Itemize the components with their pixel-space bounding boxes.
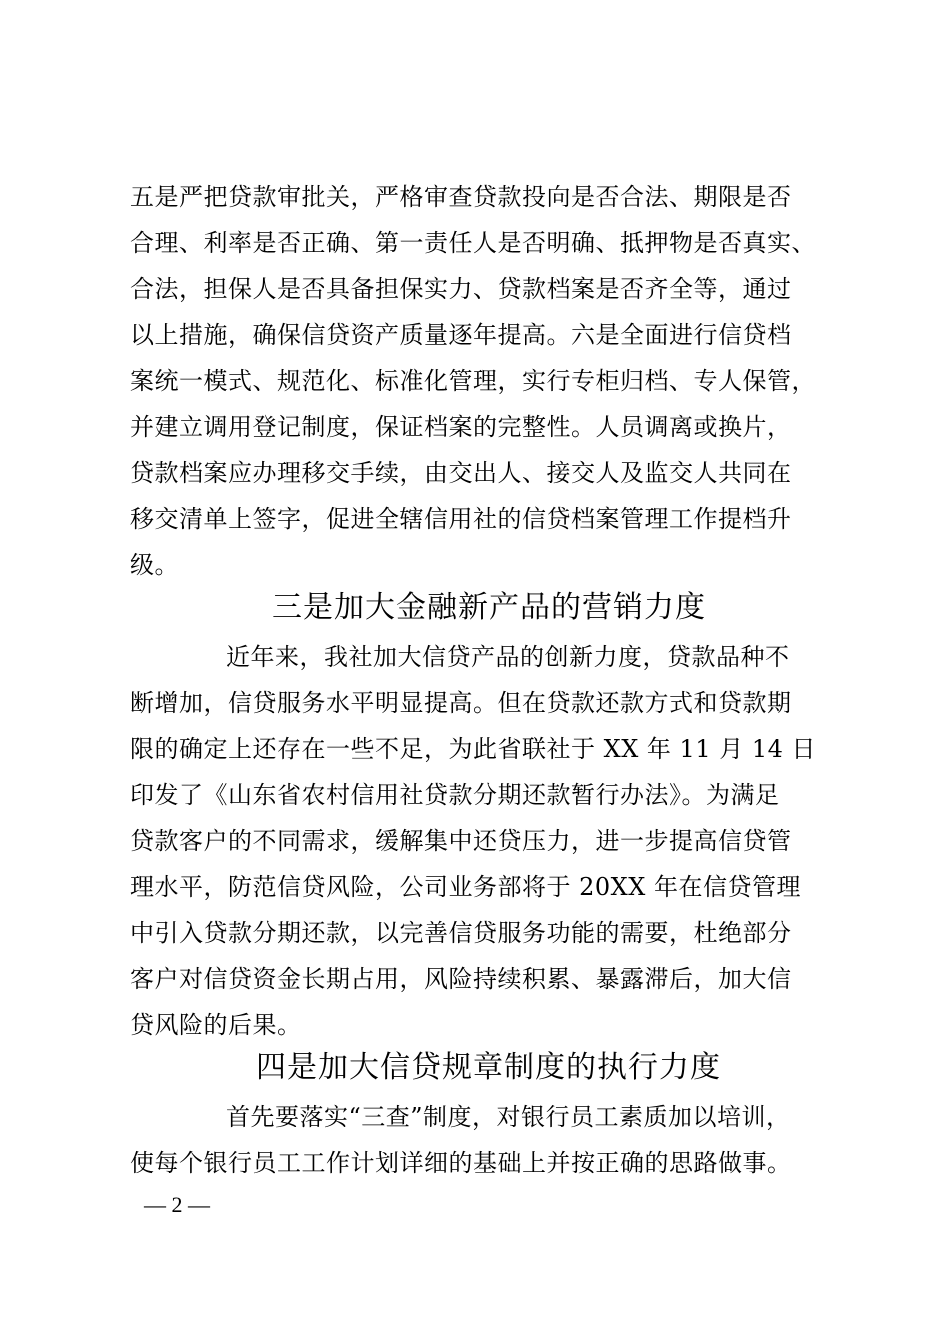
paragraph-line: 合法，担保人是否具备担保实力、贷款档案是否齐全等，通过 — [130, 275, 792, 303]
paragraph-line: 首先要落实“三查”制度，对银行员工素质加以培训， — [226, 1103, 791, 1131]
paragraph-line: 贷款档案应办理移交手续，由交出人、接交人及监交人共同在 — [130, 459, 792, 487]
page-number: — 2 — — [144, 1192, 210, 1217]
paragraph-line: 并建立调用登记制度，保证档案的完整性。人员调离或换片， — [130, 413, 792, 441]
paragraph-line: 断增加，信贷服务水平明显提高。但在贷款还款方式和贷款期 — [130, 689, 792, 717]
section-heading: 三是加大金融新产品的营销力度 — [272, 590, 706, 625]
paragraph-line: 贷风险的后果。 — [130, 1011, 302, 1039]
paragraph-line: 以上措施，确保信贷资产质量逐年提高。六是全面进行信贷档 — [130, 321, 792, 349]
paragraph-line: 案统一模式、规范化、标准化管理，实行专柜归档、专人保管， — [130, 367, 816, 395]
paragraph-line: 中引入贷款分期还款，以完善信贷服务功能的需要，杜绝部分 — [130, 919, 792, 947]
paragraph-line: 近年来，我社加大信贷产品的创新力度，贷款品种不 — [226, 643, 790, 671]
paragraph-line: 五是严把贷款审批关，严格审查贷款投向是否合法、期限是否 — [130, 183, 792, 211]
paragraph-line: 级。 — [130, 551, 179, 579]
paragraph-line: 合理、利率是否正确、第一责任人是否明确、抵押物是否真实、 — [130, 229, 816, 257]
section-heading: 四是加大信贷规章制度的执行力度 — [256, 1050, 721, 1085]
paragraph-line: 贷款客户的不同需求，缓解集中还贷压力，进一步提高信贷管 — [130, 827, 792, 855]
paragraph-line: 客户对信贷资金长期占用，风险持续积累、暴露滞后，加大信 — [130, 965, 792, 993]
paragraph-line: 使每个银行员工工作计划详细的基础上并按正确的思路做事。 — [130, 1149, 792, 1177]
paragraph-line: 理水平，防范信贷风险，公司业务部将于 20XX 年在信贷管理 — [130, 873, 801, 901]
paragraph-line: 限的确定上还存在一些不足，为此省联社于 XX 年 11 月 14 日 — [130, 735, 817, 763]
paragraph-line: 移交清单上签字，促进全辖信用社的信贷档案管理工作提档升 — [130, 505, 792, 533]
paragraph-line: 印发了《山东省农村信用社贷款分期还款暂行办法》。为满足 — [130, 781, 780, 809]
